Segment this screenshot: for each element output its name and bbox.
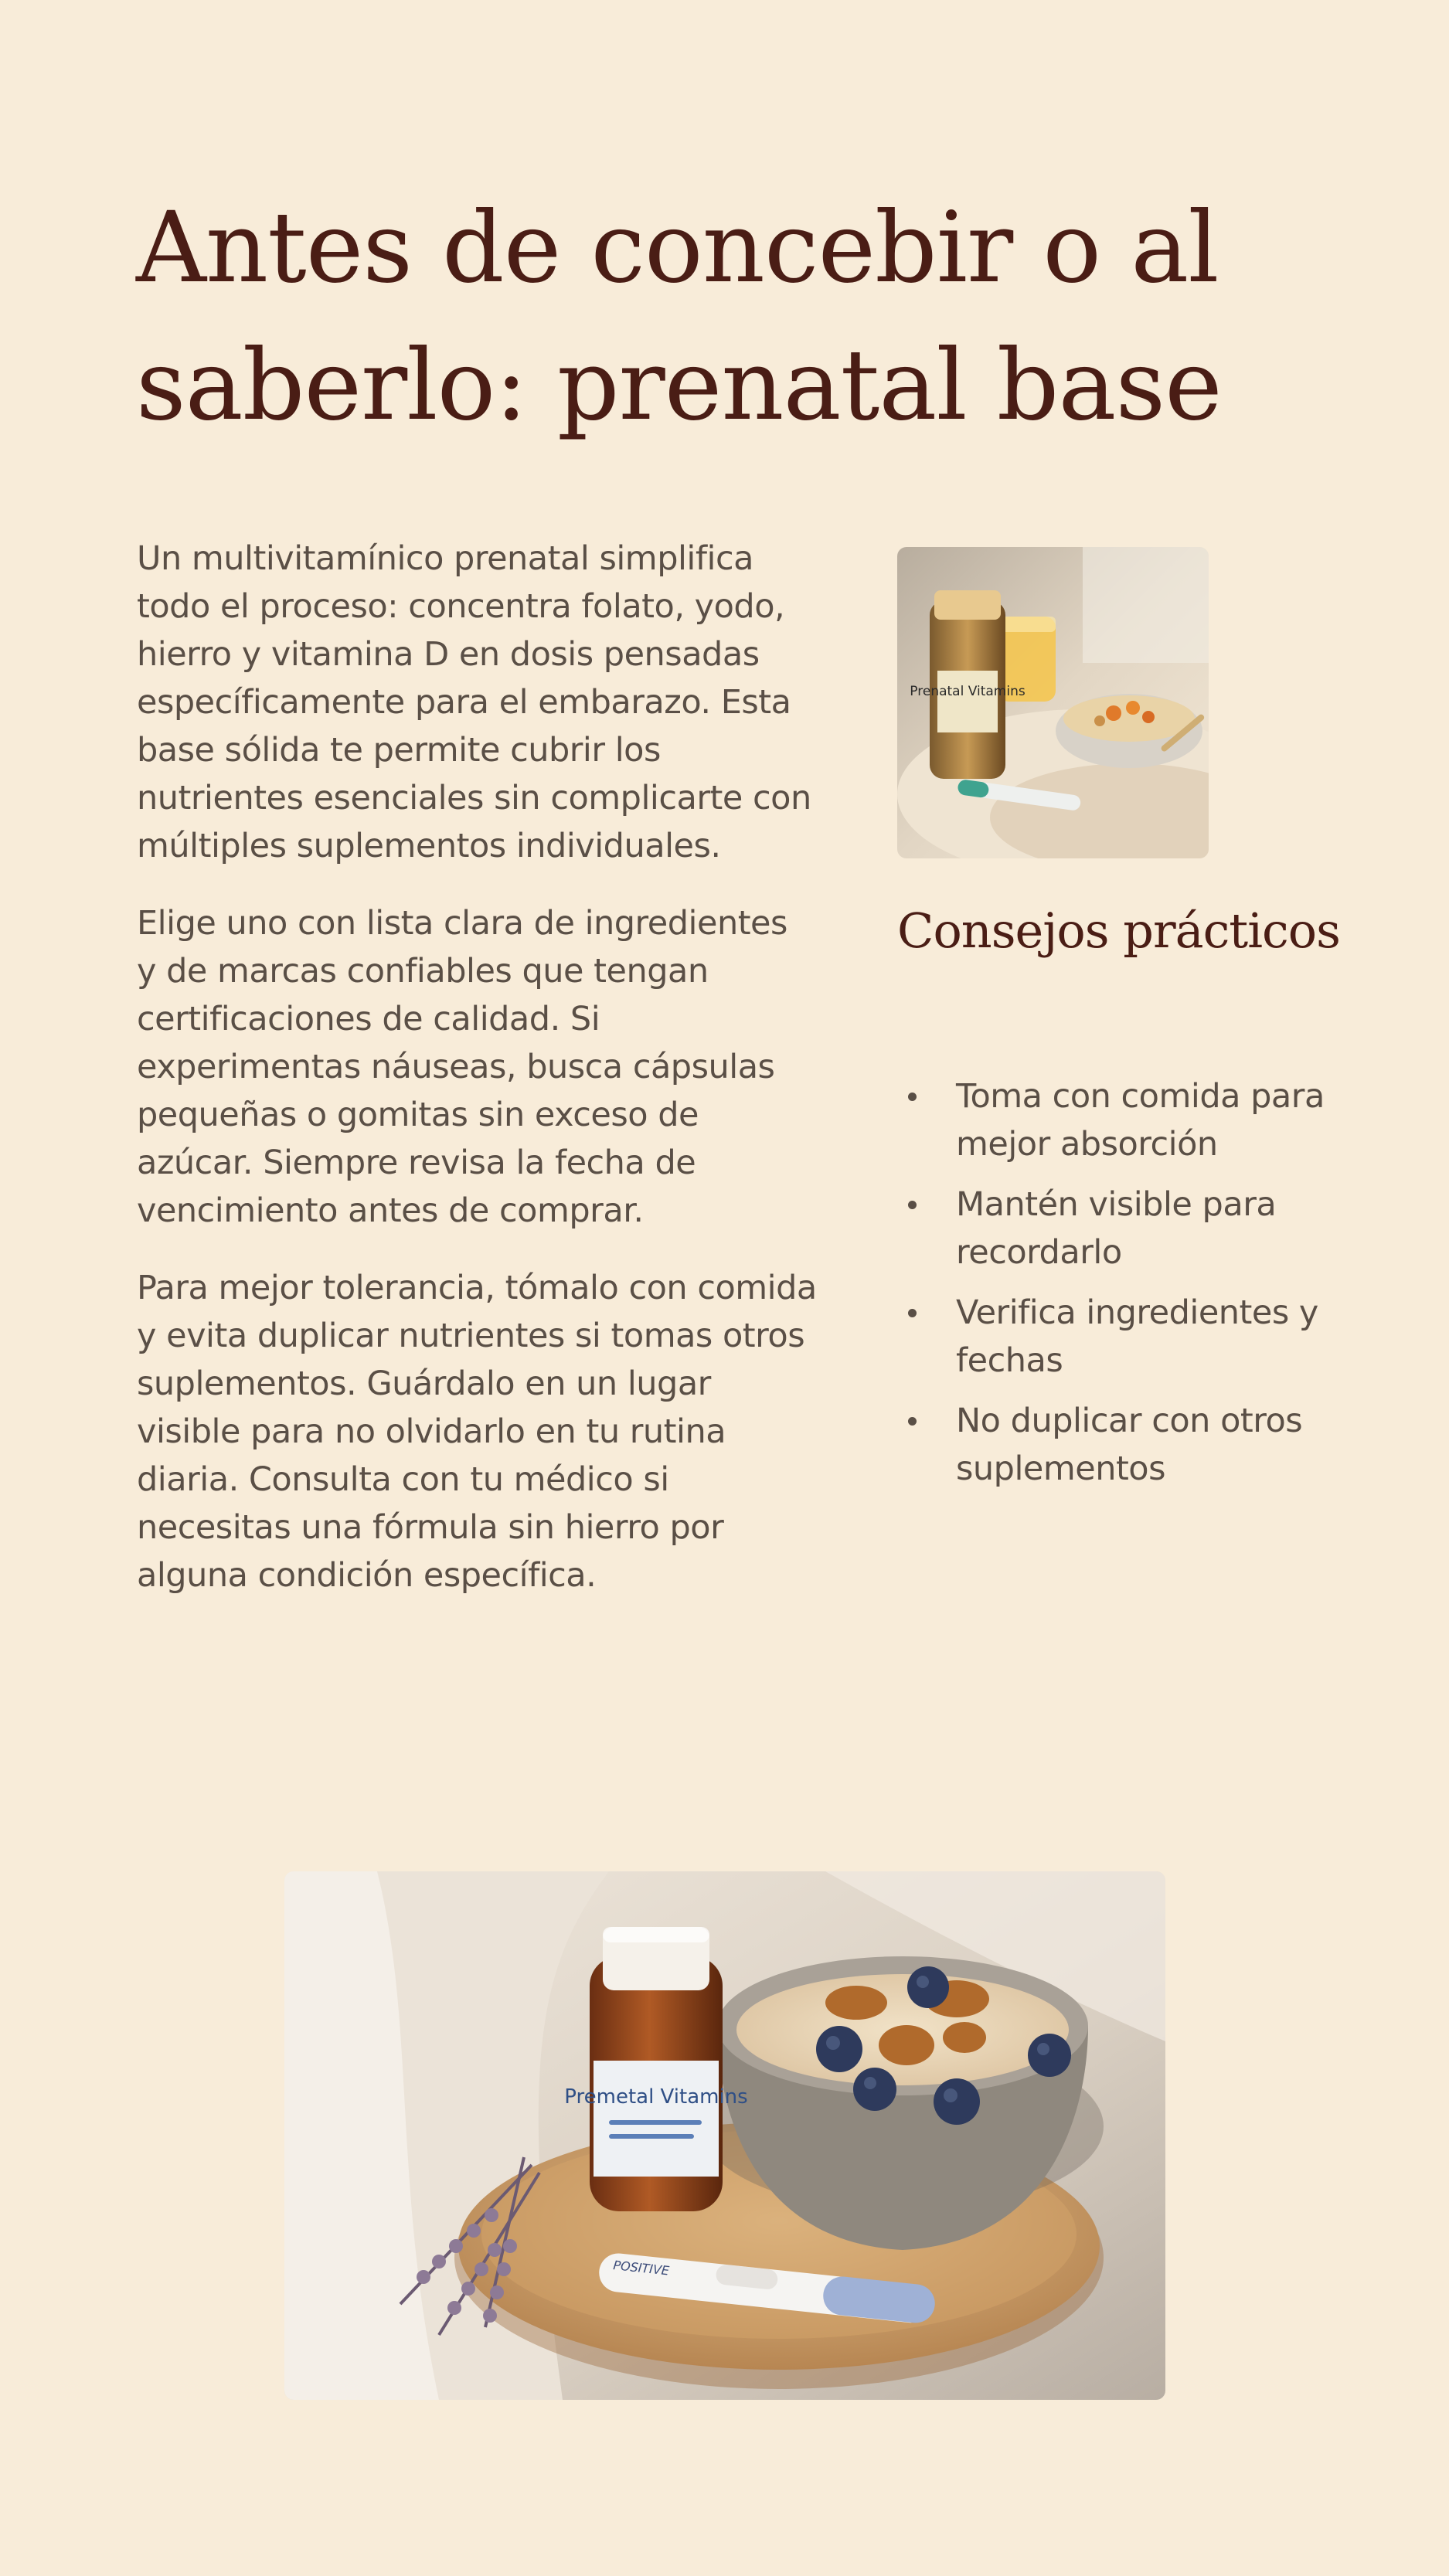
tip-item [897,1072,1330,1168]
tip-item [897,1289,1330,1385]
tip-item [897,1181,1330,1276]
tip-text: Verifica ingredientes y fechas [956,1293,1318,1380]
tip-text: Toma con comida para mejor absorción [956,1077,1325,1164]
tips-list [897,1072,1330,1505]
page-title: Antes de concebir o al saberlo: prenatal base [136,191,1222,442]
prenatal-breakfast-photo-small [897,547,1209,858]
prenatal-breakfast-photo-large [284,1871,1165,2400]
bullet-icon [908,1309,917,1317]
small-bottle-label: Prenatal Vitamins [910,684,1026,699]
tip-text: No duplicar con otros suplementos [956,1402,1303,1488]
paragraph-3: Para mejor tolerancia, tómalo con comida y evita duplicar nutrientes si tomas otros suplementos. Guárdalo en un lugar visible para no olvidarlo en tu rutina diaria. Consulta con tu médico si necesitas una fórmula sin hierro por alguna condición específica. [137,1269,817,1595]
large-bottle-label: Premetal Vitamins [564,2085,748,2109]
paragraph-1: Un multivitamínico prenatal simplifica todo el proceso: concentra folato, yodo, hierro y vitamina D en dosis pensadas específicamente para el embarazo. Esta base sólida te permite cubrir los nutrientes esenciales sin complicarte con múltiples suplementos individuales. [137,539,811,865]
test-label: POSITIVE [612,2258,670,2279]
tips-heading: Consejos prácticos [897,902,1340,959]
paragraph-2: Elige uno con lista clara de ingredientes y de marcas confiables que tengan certificaciones de calidad. Si experimentas náuseas, busca cápsulas pequeñas o gomitas sin exceso de azúcar. Siempre revisa la fecha de vencimiento antes de comprar. [137,904,787,1230]
bullet-icon [908,1201,917,1209]
main-text-column [137,535,817,1629]
tip-item [897,1397,1330,1493]
bullet-icon [908,1093,917,1101]
tip-text: Mantén visible para recordarlo [956,1185,1277,1272]
bullet-icon [908,1417,917,1426]
